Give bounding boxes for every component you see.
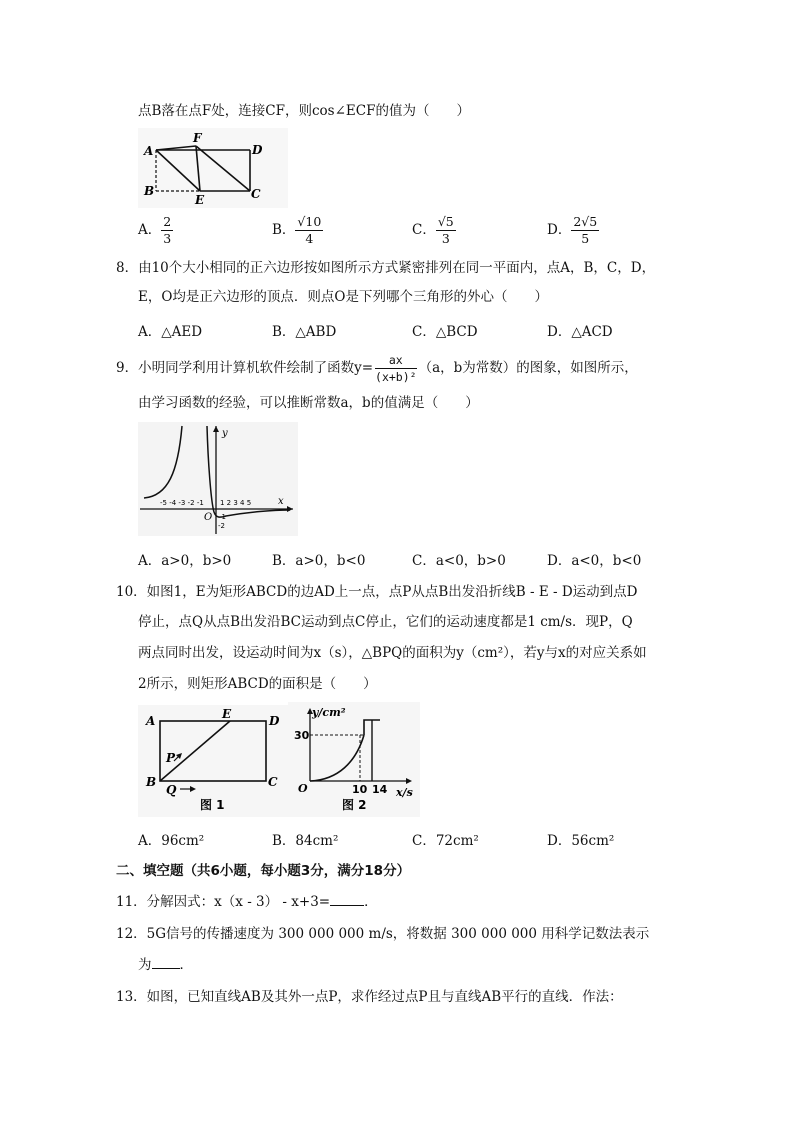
q10-figure1 xyxy=(138,705,288,817)
section2-heading: 二、填空题（共6小题，每小题3分，满分18分） xyxy=(116,863,411,879)
q10-option-c: C．72cm² xyxy=(412,833,479,849)
q7-figure-bg xyxy=(138,128,288,208)
q10-fig2-O: O xyxy=(298,782,308,795)
q12-end: ． xyxy=(179,957,193,973)
q7-label-B: B xyxy=(144,184,155,198)
q9-line1 xyxy=(116,352,638,385)
q10-fig2-y30: 30 xyxy=(294,729,310,742)
q10-option-a: A．96cm² xyxy=(138,833,205,849)
q11 xyxy=(116,892,378,912)
q7-stem: 点B落在点F处，连接CF，则cos∠ECF的值为（ ） xyxy=(138,103,470,119)
q7-figure xyxy=(138,128,288,208)
q8-option-a: A．△AED xyxy=(138,324,203,340)
q8-option-d: D．△ACD xyxy=(547,324,613,340)
q9-label-y: y xyxy=(222,428,228,439)
q7-option-c: C． $\frac{√5}{3}$ xyxy=(412,214,454,246)
q12-line2-text: 为 xyxy=(138,957,152,973)
q7-label-F: F xyxy=(193,131,202,145)
q9-neg-ticks: -5 -4 -3 -2 -1 xyxy=(160,499,204,507)
q9-figure-bg xyxy=(138,422,298,536)
q11-answer-blank xyxy=(330,892,364,906)
q9-option-d: D．a<0，b<0 xyxy=(547,553,642,569)
q9-label-O: O xyxy=(204,512,213,523)
q7-option-d: D． $\frac{2√5}{5}$ xyxy=(547,214,598,246)
q10-label-Q: Q xyxy=(166,783,177,797)
q9-option-a: A．a>0，b>0 xyxy=(138,553,232,569)
q9-frac-num: ax xyxy=(375,352,417,369)
q7-label-E: E xyxy=(195,193,205,207)
q10-line3: 两点同时出发，设运动时间为x（s），△BPQ的面积为y（cm²），若y与x的对应关系如 xyxy=(138,645,647,661)
q7-label-D: D xyxy=(252,143,263,157)
q7-label-C: C xyxy=(251,187,261,201)
q10-fig2-xlabel: x/s xyxy=(396,786,413,799)
q10-line4: 2所示，则矩形ABCD的面积是（ ） xyxy=(138,676,377,692)
q12-line2 xyxy=(138,955,193,975)
q9-label-x: x xyxy=(278,496,284,507)
q9-tick-ym1: -1 xyxy=(219,513,226,521)
q7-label-A: A xyxy=(144,144,154,158)
q10-label-A: A xyxy=(146,714,156,728)
q7-option-b: B． $\frac{√10}{4}$ xyxy=(272,214,322,246)
q10-option-d: D．56cm² xyxy=(547,833,615,849)
q9-frac-den: (x+b)² xyxy=(375,370,417,384)
q8-line1: 8．由10个大小相同的正六边形按如图所示方式紧密排列在同一平面内，点A，B，C，D， xyxy=(116,260,656,276)
q9-option-c: C．a<0，b>0 xyxy=(412,553,506,569)
q10-line2: 停止，点Q从点B出发沿BC运动到点C停止，它们的运动速度都是1 cm/s．现P，Q xyxy=(138,614,633,630)
q12-answer-blank xyxy=(152,955,180,969)
q10-option-b: B．84cm² xyxy=(272,833,339,849)
q13-text: 13．如图，已知直线AB及其外一点P，求作经过点P且与直线AB平行的直线．作法： xyxy=(116,989,623,1005)
q10-fig2-caption: 图 2 xyxy=(342,798,367,812)
q9-line2: 由学习函数的经验，可以推断常数a，b的值满足（ ） xyxy=(138,395,479,411)
q9-tick-ym2: -2 xyxy=(218,522,225,530)
q10-label-E: E xyxy=(222,707,232,721)
q9-suffix: （a，b为常数）的图象，如图所示， xyxy=(418,360,638,376)
q12-line1: 12．5G信号的传播速度为 300 000 000 m/s，将数据 300 000 000 用科学记数法表示 xyxy=(116,926,650,942)
q10-fig2-x10: 10 xyxy=(352,783,368,796)
q10-line1: 10．如图1，E为矩形ABCD的边AD上一点，点P从点B出发沿折线B - E - D运动到点D xyxy=(116,584,638,600)
q9-pos-ticks: 1 2 3 4 5 xyxy=(220,499,252,507)
q11-text: 11．分解因式：x（x - 3） - x+3= xyxy=(116,894,331,910)
q10-fig2-x14: 14 xyxy=(372,783,388,796)
q10-label-B: B xyxy=(146,775,157,789)
q10-figure2 xyxy=(288,702,420,817)
q11-end: ． xyxy=(364,894,378,910)
q10-label-P: P xyxy=(166,751,176,765)
q9-option-b: B．a>0，b<0 xyxy=(272,553,366,569)
q9-prefix: 9．小明同学利用计算机软件绘制了函数y= xyxy=(116,360,374,376)
q10-fig2-ylabel: y/cm² xyxy=(312,706,346,719)
q10-label-C: C xyxy=(268,775,278,789)
q7-option-a: A． $\frac{2}{3}$ xyxy=(138,214,172,246)
q8-line2: E，O均是正六边形的顶点．则点O是下列哪个三角形的外心（ ） xyxy=(138,289,548,305)
q10-fig1-caption: 图 1 xyxy=(200,798,225,812)
q8-option-b: B．△ABD xyxy=(272,324,337,340)
q10-label-D: D xyxy=(269,714,280,728)
q9-figure xyxy=(138,422,298,536)
q8-option-c: C．△BCD xyxy=(412,324,478,340)
